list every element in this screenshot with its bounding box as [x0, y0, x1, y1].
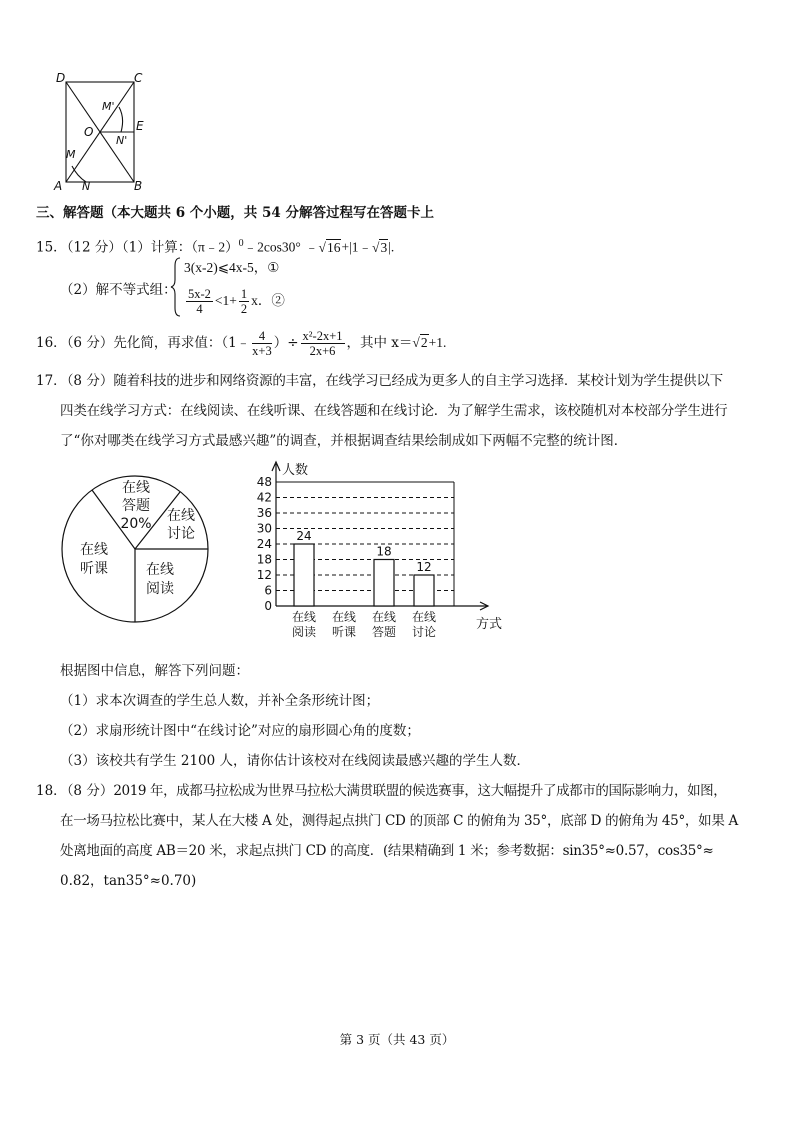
- bar-categories: [292, 609, 436, 639]
- y-tick-label: 6: [264, 583, 272, 598]
- q15-p2-label: （2）解不等式组：: [60, 282, 177, 298]
- bar-y-ticks: [257, 475, 272, 613]
- label-o: O: [84, 125, 94, 139]
- label-d: D: [56, 71, 66, 85]
- q15-sqrt3: √3: [372, 239, 388, 255]
- q17-score: （8 分）: [66, 373, 114, 389]
- q16-frac2-den: 2x+6: [309, 344, 336, 358]
- y-tick-label: 24: [256, 537, 272, 551]
- bar-bars: [294, 529, 434, 606]
- q16-sqrt2: √2: [412, 335, 428, 350]
- bar: [414, 575, 434, 606]
- q15-number: 15．: [36, 239, 67, 256]
- q17-sub-2: （2）求扇形统计图中“在线讨论”对应的扇形圆心角的度数；: [60, 723, 420, 739]
- x-category-label: 在线: [411, 610, 437, 624]
- ineq2-half-den: 2: [240, 302, 248, 317]
- q16-frac2: [301, 329, 345, 358]
- q15-ineq2: [184, 286, 285, 316]
- x-category-label: 在线: [371, 610, 397, 624]
- q18-score: （8 分）: [66, 783, 114, 799]
- pie-answer-l3: 20%: [120, 516, 152, 532]
- label-a: A: [54, 179, 63, 193]
- y-tick-label: 30: [256, 521, 272, 536]
- label-e: E: [136, 119, 144, 133]
- q18-line-3: 处离地面的高度 AB＝20 米，求起点拱门 CD 的高度．(结果精确到 1 米；参考数据：sin35°≈0.57，cos35°≈: [60, 843, 714, 859]
- ineq2-den: 4: [196, 302, 203, 317]
- q15-score: （12 分）: [66, 239, 122, 256]
- pie-discuss-l2: 讨论: [167, 526, 195, 542]
- q16: [36, 328, 446, 358]
- arc-m-n-prime: [119, 107, 123, 132]
- bar-data-label: 24: [296, 529, 312, 543]
- q15-expr-b: ﹣2cos30°: [243, 239, 301, 255]
- bar-ylabel: 人数: [282, 463, 309, 478]
- q17-number: 17．: [36, 373, 67, 389]
- x-category-label: 讨论: [411, 625, 437, 639]
- pie-read-l1: 在线: [146, 562, 174, 578]
- x-category-label: 答题: [371, 625, 397, 639]
- q16-frac1-num: 4: [252, 329, 272, 344]
- y-tick-label: 12: [256, 568, 272, 582]
- q15-sqrt3-rad: 3: [380, 239, 388, 255]
- q16-number: 16．: [36, 335, 67, 351]
- pie-answer-l2: 答题: [122, 498, 150, 514]
- q16-tail-a: ，其中 x＝: [346, 335, 413, 351]
- q17-line-2: 四类在线学习方式：在线阅读、在线听课、在线答题和在线讨论．为了解学生需求，该校随机对本校部分学生进行: [60, 403, 728, 419]
- section-title: 三、解答题（本大题共 6 个小题，共 54 分解答过程写在答题卡上: [36, 205, 434, 221]
- bar-chart: [240, 460, 510, 650]
- q16-div: ）÷: [273, 335, 299, 351]
- q15-p1-label: （1）计算：: [121, 239, 192, 256]
- q16-sqrt2-rad: 2: [420, 335, 428, 350]
- q15-exp: 0: [238, 238, 244, 249]
- q16-frac2-num: x²-2x+1: [302, 329, 343, 343]
- q17-line-3: 了“你对哪类在线学习方式最感兴趣”的调查，并根据调查结果绘制成如下两幅不完整的统计图．: [60, 433, 628, 449]
- q15-mid: +|1﹣: [341, 239, 373, 255]
- y-tick-label: 0: [264, 599, 272, 613]
- q18-line-4: 0.82，tan35°≈0.70): [60, 873, 197, 889]
- bar: [374, 560, 394, 607]
- pie-chart: [58, 470, 218, 630]
- y-tick-label: 36: [256, 506, 272, 520]
- q16-frac1-den: x+3: [252, 344, 272, 358]
- q17-sub-1: （1）求本次调查的学生总人数，并补全条形统计图；: [60, 693, 380, 709]
- pie-listen-l1: 在线: [80, 542, 108, 558]
- system-brace: [170, 256, 182, 318]
- q17-text-1: 随着科技的进步和网络资源的丰富，在线学习已经成为更多人的自主学习选择．某校计划为学生提供以下: [113, 373, 723, 389]
- label-m-prime: M': [102, 100, 115, 113]
- q18-line-1: [36, 782, 726, 800]
- q15-sqrt16: √16: [318, 239, 341, 255]
- q16-frac1: [252, 329, 272, 358]
- label-n-prime: N': [116, 134, 128, 147]
- ineq2-num: 5x-2: [188, 287, 211, 302]
- ineq2-frac-left: [186, 287, 213, 316]
- bar-data-label: 12: [416, 560, 432, 574]
- x-category-label: 听课: [331, 625, 357, 639]
- y-tick-label: 48: [256, 475, 272, 489]
- label-b: B: [134, 179, 143, 193]
- x-category-label: 在线: [291, 610, 317, 624]
- x-category-label: 在线: [331, 610, 357, 624]
- ineq2-end: x．②: [251, 293, 285, 308]
- bar: [294, 544, 314, 606]
- pie-listen-l2: 听课: [80, 561, 108, 577]
- q18-line-2: 在一场马拉松比赛中，某人在大楼 A 处，测得起点拱门 CD 的顶部 C 的俯角为 35°，底部 D 的俯角为 45°，如果 A: [60, 813, 738, 829]
- pie-discuss-l1: 在线: [167, 508, 195, 524]
- q16-text: 先化简，再求值：（1﹣: [113, 335, 251, 351]
- y-tick-label: 42: [256, 490, 272, 505]
- geometry-figure: [50, 68, 160, 194]
- q15-end: |.: [388, 239, 395, 255]
- pie-answer-l1: 在线: [122, 480, 150, 496]
- q17-sub-3: （3）该校共有学生 2100 人，请你估计该校对在线阅读最感兴趣的学生人数．: [60, 753, 531, 769]
- q15-minus: ﹣: [305, 239, 319, 255]
- q18-number: 18．: [36, 783, 67, 799]
- x-category-label: 阅读: [291, 625, 317, 639]
- bar-xlabel: 方式: [476, 617, 503, 632]
- q18-text-1: 2019 年，成都马拉松成为世界马拉松大满贯联盟的候选赛事，这大幅提升了成都市的国际影响力，如图，: [113, 783, 727, 799]
- q17-intro: 根据图中信息，解答下列问题：: [60, 663, 249, 679]
- ineq2-frac-half: [239, 287, 249, 316]
- q17-line-1: [36, 372, 723, 390]
- label-c: C: [134, 71, 143, 85]
- y-tick-label: 18: [256, 552, 272, 567]
- page-footer: 第 3 页（共 43 页）: [339, 1032, 455, 1047]
- q16-tail-b: +1.: [428, 335, 447, 350]
- q15-ineq1: 3(x-2)⩽4x-5，①: [184, 260, 280, 275]
- q16-score: （6 分）: [66, 335, 114, 351]
- q15-part1: [36, 235, 394, 257]
- label-n: N: [82, 180, 91, 193]
- pie-read-l2: 阅读: [146, 581, 174, 597]
- label-m: M: [66, 148, 76, 161]
- ineq2-mid: <1+: [214, 293, 237, 308]
- bar-data-label: 18: [376, 544, 392, 559]
- q15-expr-a: （π﹣2）: [191, 239, 239, 255]
- q15-sqrt16-rad: 16: [326, 239, 341, 255]
- ineq2-half-num: 1: [240, 287, 248, 302]
